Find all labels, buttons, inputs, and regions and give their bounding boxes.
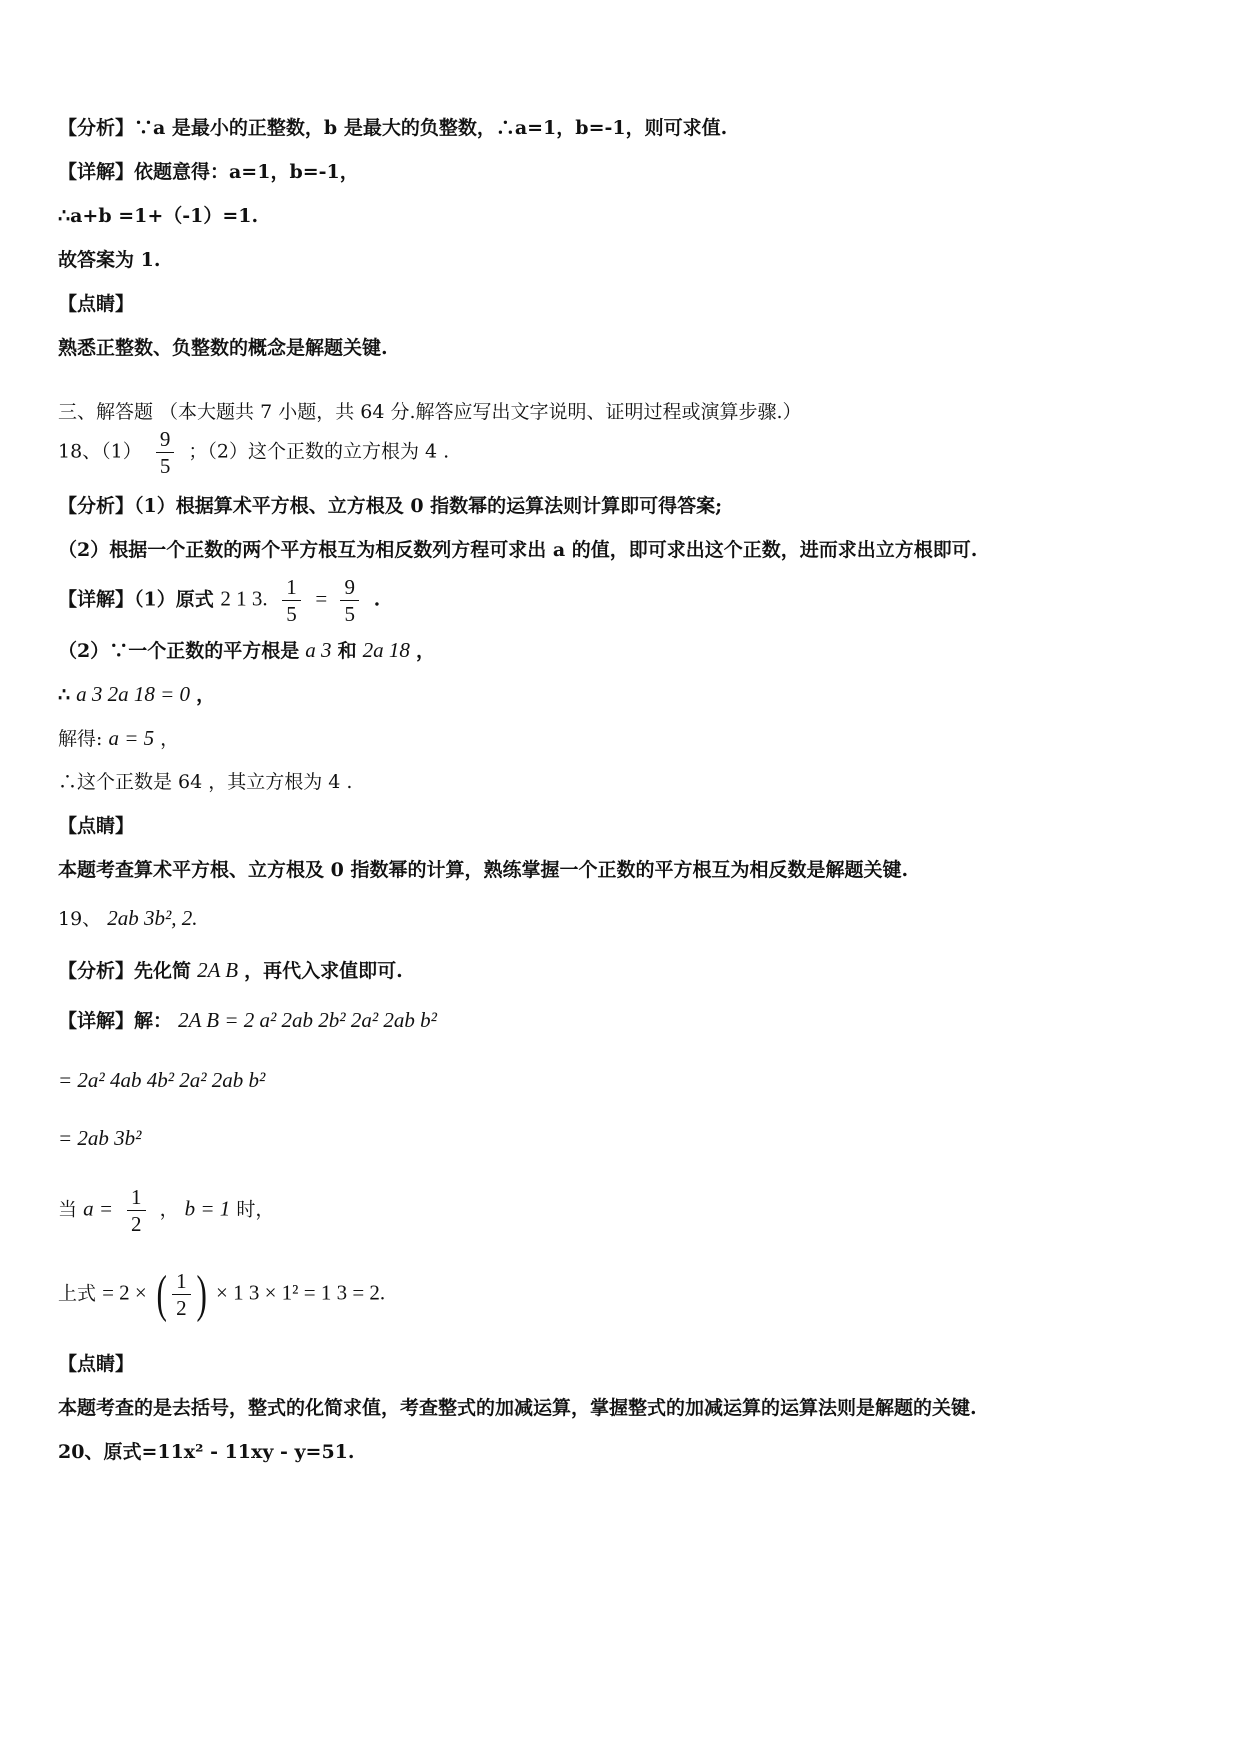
analysis-line-18-part2: （2）根据一个正数的两个平方根互为相反数列方程可求出 a 的值，即可求出这个正数，进而求出立方根即可. (58, 539, 978, 561)
fraction-one-fifth: $\frac{1}{5}$ (282, 574, 301, 627)
detail-line-19-step3: = 2ab 3b² (58, 1126, 142, 1150)
answer-line-20: 20、原式=11x² - 11xy - y=51. (58, 1441, 355, 1463)
fraction-nine-fifths: $\frac{9}{5}$ (156, 426, 175, 479)
q18-label: 18、（1） (58, 440, 142, 463)
fraction-negative-one-half: $\frac{1}{2}$ (172, 1268, 191, 1321)
equation-line-18: ∴ a 3 2a 18 = 0 ， (58, 682, 216, 706)
analysis-line-17: 【分析】∵a 是最小的正整数，b 是最大的负整数，∴a=1，b=-1，则可求值. (58, 117, 728, 139)
fraction-one-half: $\frac{1}{2}$ (127, 1184, 146, 1237)
detail-line-19-step2: = 2a² 4ab 4b² 2a² 2ab b² (58, 1068, 266, 1092)
analysis-line-19: 【分析】先化简 2A B ，再代入求值即可. (58, 958, 403, 982)
detail-line-17: 【详解】依题意得：a=1，b=-1， (58, 161, 359, 183)
left-paren: ( (156, 1265, 167, 1323)
section-heading: 三、解答题 （本大题共 7 小题，共 64 分.解答应写出文字说明、证明过程或演算步骤.） (58, 401, 802, 423)
sum-line-17: ∴a+b =1+（-1）=1. (58, 205, 259, 227)
comment-text-19: 本题考查的是去括号，整式的化简求值，考查整式的加减运算，掌握整式的加减运算的运算法则是解题的关键. (58, 1397, 977, 1419)
fraction-nine-fifths-result: $\frac{9}{5}$ (340, 574, 359, 627)
comment-heading-19: 【点睛】 (58, 1353, 135, 1375)
detail-line-18-part1: 【详解】（1）原式 2 1 3. $\frac{1}{5}$ = $\frac{9}{5}$ . (58, 575, 381, 626)
q18-rest: ；（2）这个正数的立方根为 4 . (188, 440, 450, 463)
comment-text-17: 熟悉正整数、负整数的概念是解题关键. (58, 337, 388, 359)
substitution-line-19: 当 a = $\frac{1}{2}$ ， b = 1 时， (58, 1185, 275, 1236)
solve-line-18: 解得: a = 5 ， (58, 726, 180, 750)
answer-line-19: 19、 2ab 3b², 2. (58, 906, 198, 930)
analysis-line-18: 【分析】（1）根据算术平方根、立方根及 0 指数幂的运算法则计算即可得答案; (58, 495, 723, 517)
conclusion-line-18: ∴这个正数是 64 ，其立方根为 4 . (58, 771, 353, 793)
comment-heading-18: 【点睛】 (58, 815, 135, 837)
comment-text-18: 本题考查算术平方根、立方根及 0 指数幂的计算，熟练掌握一个正数的平方根互为相反数是解题关键. (58, 859, 909, 881)
detail-line-19-step1: 【详解】解： 2A B = 2 a² 2ab 2b² 2a² 2ab b² (58, 1008, 437, 1032)
evaluation-line-19: 上式 = 2 × ( $\frac{1}{2}$ ) × 1 3 × 1² = 1 3 = 2. (58, 1265, 386, 1323)
comment-heading-17: 【点睛】 (58, 293, 135, 315)
right-paren: ) (196, 1265, 207, 1323)
detail-line-18-part2: （2）∵一个正数的平方根是 a 3 和 2a 18 ， (58, 638, 435, 662)
answer-line-17: 故答案为 1. (58, 249, 161, 271)
answer-line-18 (58, 426, 449, 479)
